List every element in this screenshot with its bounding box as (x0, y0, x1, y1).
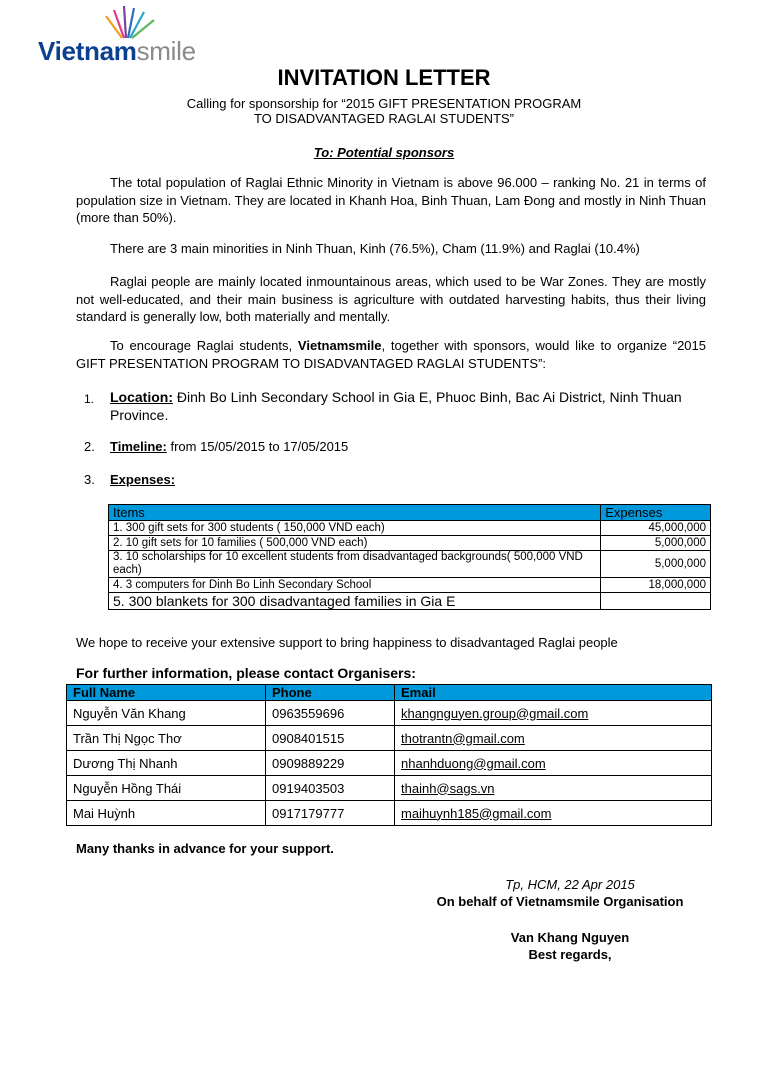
table-row (109, 551, 711, 578)
table-row (109, 578, 711, 593)
contacts-header-row (67, 685, 712, 701)
table-row (67, 701, 712, 726)
expenses-header-cost: Expenses (601, 505, 711, 521)
logo-text-vietnam: Vietnam (38, 36, 137, 66)
place-date: Tp, HCM, 22 Apr 2015 (505, 877, 635, 892)
list-item-expenses (110, 471, 706, 489)
expense-item: 5. 300 blankets for 300 disadvantaged families in Gia E (109, 593, 601, 610)
contacts-header-email: Email (395, 685, 712, 701)
para4-post: , together with sponsors, would like to organize “2015 GIFT PRESENTATION PROGRAM TO DISADVANTAGED RAGLAI STUDENTS”: (76, 338, 706, 371)
para4-pre: To encourage Raglai students, (110, 338, 298, 353)
contact-email-link[interactable]: khangnguyen.group@gmail.com (395, 701, 712, 726)
paragraph-minorities: There are 3 main minorities in Ninh Thuan, Kinh (76.5%), Cham (11.9%) and Raglai (10.4%) (110, 241, 640, 256)
signer-name: Van Khang Nguyen (510, 930, 630, 945)
contact-name: Dương Thị Nhanh (67, 751, 266, 776)
list-item-location (110, 388, 706, 424)
expense-item: 4. 3 computers for Dinh Bo Linh Secondary School (109, 578, 601, 593)
thanks-line: Many thanks in advance for your support. (76, 841, 334, 856)
expense-item: 3. 10 scholarships for 10 excellent students from disadvantaged backgrounds( 500,000 VND each) (109, 551, 601, 578)
expense-cost: 5,000,000 (601, 551, 711, 578)
expense-cost: 5,000,000 (601, 536, 711, 551)
expenses-header-items: Items (109, 505, 601, 521)
contact-phone: 0908401515 (266, 726, 395, 751)
regards-line: Best regards, (528, 947, 612, 962)
timeline-label: Timeline: (110, 439, 167, 454)
timeline-text: from 15/05/2015 to 17/05/2015 (166, 439, 349, 454)
contact-email-link[interactable]: thainh@sags.vn (395, 776, 712, 801)
list-item-timeline (110, 438, 706, 456)
table-row (67, 726, 712, 751)
vietnamsmile-logo (36, 4, 226, 68)
contacts-table (66, 684, 712, 826)
logo-flower-icon (84, 4, 174, 40)
to-line: To: Potential sponsors (313, 145, 455, 160)
expense-item: 2. 10 gift sets for 10 families ( 500,000 VND each) (109, 536, 601, 551)
list-num-2: 2. (84, 439, 95, 454)
logo-text-smile: smile (136, 36, 196, 66)
contact-name: Mai Huỳnh (67, 801, 266, 826)
expenses-header-row (109, 505, 711, 521)
contacts-header-phone: Phone (266, 685, 395, 701)
table-row (109, 536, 711, 551)
expense-cost (601, 593, 711, 610)
on-behalf-line: On behalf of Vietnamsmile Organisation (436, 894, 684, 909)
list-num-3: 3. (84, 472, 95, 487)
subtitle-line-1: Calling for sponsorship for “2015 GIFT PRESENTATION PROGRAM (186, 96, 582, 111)
contact-name: Nguyễn Văn Khang (67, 701, 266, 726)
contact-name: Nguyễn Hồng Thái (67, 776, 266, 801)
contact-email-link[interactable]: nhanhduong@gmail.com (395, 751, 712, 776)
page-title: INVITATION LETTER (277, 65, 491, 90)
para4-org: Vietnamsmile (297, 338, 382, 353)
contact-email-link[interactable]: maihuynh185@gmail.com (395, 801, 712, 826)
expense-item: 1. 300 gift sets for 300 students ( 150,000 VND each) (109, 521, 601, 536)
contact-email-link[interactable]: thotrantn@gmail.com (395, 726, 712, 751)
expenses-label: Expenses: (110, 472, 176, 487)
contact-phone: 0963559696 (266, 701, 395, 726)
list-num-1: 1. (84, 392, 95, 406)
paragraph-encourage (76, 337, 706, 372)
location-label: Location: (110, 389, 173, 405)
contact-heading: For further information, please contact Organisers: (76, 665, 416, 681)
table-row (109, 521, 711, 536)
hope-line: We hope to receive your extensive support to bring happiness to disadvantaged Raglai people (76, 635, 618, 650)
expenses-table (108, 504, 711, 610)
expense-cost: 45,000,000 (601, 521, 711, 536)
table-row (67, 801, 712, 826)
table-row (67, 776, 712, 801)
paragraph-population: The total population of Raglai Ethnic Minority in Vietnam is above 96.000 – ranking No. 21 in terms of population size in Vietnam. They are located in Khanh Hoa, Binh Thuan, Lam Đong and mostly in Ninh Thuan (more than 50%). (76, 175, 706, 225)
paragraph-raglai-people: Raglai people are mainly located inmountainous areas, which used to be War Zones. They are mostly not well-educated, and their main business is agriculture with outdated harvesting habits, thus their living standard is generally low, both materially and mentally. (76, 274, 706, 324)
expense-cost: 18,000,000 (601, 578, 711, 593)
contact-name: Trần Thị Ngọc Thơ (67, 726, 266, 751)
subtitle-line-2: TO DISADVANTAGED RAGLAI STUDENTS” (253, 111, 515, 126)
contact-phone: 0917179777 (266, 801, 395, 826)
table-row (109, 593, 711, 610)
table-row (67, 751, 712, 776)
contacts-header-name: Full Name (67, 685, 266, 701)
location-text: Đinh Bo Linh Secondary School in Gia E, Phuoc Binh, Bac Ai District, Ninh Thuan Province. (110, 389, 682, 423)
contact-phone: 0919403503 (266, 776, 395, 801)
contact-phone: 0909889229 (266, 751, 395, 776)
